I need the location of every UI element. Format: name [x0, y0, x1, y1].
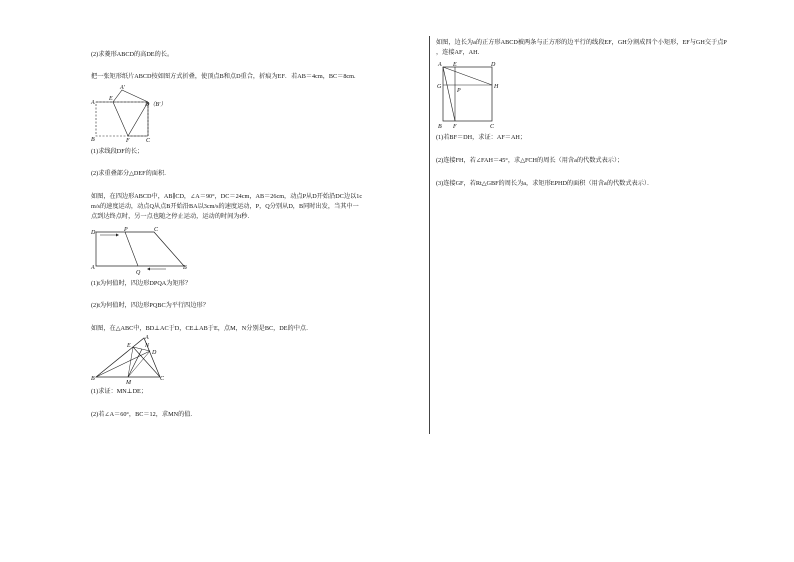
triangle-abc-figure	[88, 333, 168, 385]
segment-af	[443, 67, 455, 121]
label-m: M	[126, 380, 131, 386]
label-c: C	[160, 376, 165, 382]
segment-ah	[443, 67, 492, 85]
square-question-3: (3)连接GF，若Rt△GBF的周长为a，求矩形EPHD的面积（用含a的代数式表示）．	[436, 180, 654, 187]
square-figure	[433, 59, 503, 131]
label-b: B	[183, 265, 187, 271]
triangle-intro: 如图，在△ABC中，BD⊥AC于D，CE⊥AB于E，点M，N分别是BC，DE的中点．	[91, 325, 313, 332]
label-e: E	[127, 343, 131, 349]
label-g: G	[437, 84, 442, 90]
trapezoid-abcd	[96, 232, 184, 266]
trapezoid-intro-line-1: 如图，在四边形ABCD中，AB∥CD，∠A＝90°，DC＝24cm，AB＝26cm，动点P从D开始沿DC边以1c	[91, 193, 363, 200]
label-a-prime: A'	[120, 85, 125, 91]
trapezoid-intro-line-2: m/s的速度运动，动点Q从点B开始沿BA以3cm/s的速度运动，P，Q分别从D，B同时出发，当其中一	[91, 203, 359, 210]
trapezoid-intro-line-3: 点到达终点时，另一点也随之停止运动，运动的时间为t秒．	[91, 213, 254, 220]
label-c: C	[154, 227, 159, 233]
label-d: D	[91, 230, 96, 236]
label-h: H	[494, 84, 499, 90]
label-c: C	[490, 124, 495, 130]
label-d-b: D（B'）	[145, 102, 167, 108]
label-b: B	[91, 376, 95, 382]
label-e: E	[453, 62, 457, 68]
triangle-question-2: (2)若∠A＝60°，BC＝12，求MN的值.	[91, 411, 192, 418]
fold-question-2: (2)求重叠部分△DEF的面积．	[91, 170, 171, 177]
trapezoid-question-2: (2)t为何值时，四边形PQBC为平行四边形？	[91, 302, 209, 309]
trapezoid-figure	[88, 224, 192, 276]
square-intro-line-2: ，连接AF，AH．	[436, 49, 484, 56]
fold-rectangle-figure	[88, 84, 167, 146]
label-n: N	[145, 343, 150, 349]
square-question-1: (1)若BF＝DH，求证：AF＝AH；	[436, 134, 527, 141]
label-a: A	[438, 62, 442, 68]
label-a: A	[91, 265, 95, 271]
label-a: A	[91, 100, 95, 106]
original-rectangle	[96, 102, 148, 136]
label-a: A	[145, 335, 149, 341]
column-divider	[429, 36, 430, 434]
label-p: P	[457, 88, 461, 94]
label-d: D	[152, 350, 157, 356]
label-p: P	[124, 227, 128, 233]
label-b: B	[438, 124, 442, 130]
problem-fold-intro: 把一张矩形纸片ABCD按如图方式折叠，使顶点B和点D重合，折痕为EF．若AB＝4cm，BC＝8cm.	[91, 73, 356, 80]
label-d: D	[491, 62, 496, 68]
folded-flap	[113, 90, 148, 102]
label-q: Q	[136, 270, 141, 276]
square-intro-line-1: 如图，边长为a的正方形ABCD被两条与正方形的边平行的线段EF，GH分割成四个小矩形，EF与GH交于点P	[436, 39, 727, 46]
label-b: B	[91, 137, 95, 143]
segment-pq	[125, 232, 138, 266]
label-f: F	[453, 124, 457, 130]
trapezoid-question-1: (1)t为何值时，四边形DPQA为矩形？	[91, 280, 192, 287]
label-f: F	[126, 138, 130, 144]
fold-line-ef	[113, 102, 128, 136]
square-abcd	[443, 67, 492, 121]
label-e: E	[109, 96, 113, 102]
square-question-2: (2)连接FH，若∠FAH＝45°，求△FCH的周长（用含a的代数式表示）；	[436, 157, 624, 164]
question-2-rhombus-height: (2)求菱形ABCD的高DE的长。	[91, 51, 174, 58]
label-c: C	[146, 138, 151, 144]
fold-question-1: (1)求线段DF的长；	[91, 148, 144, 155]
triangle-question-1: (1)求证：MN⊥DE；	[91, 388, 148, 395]
